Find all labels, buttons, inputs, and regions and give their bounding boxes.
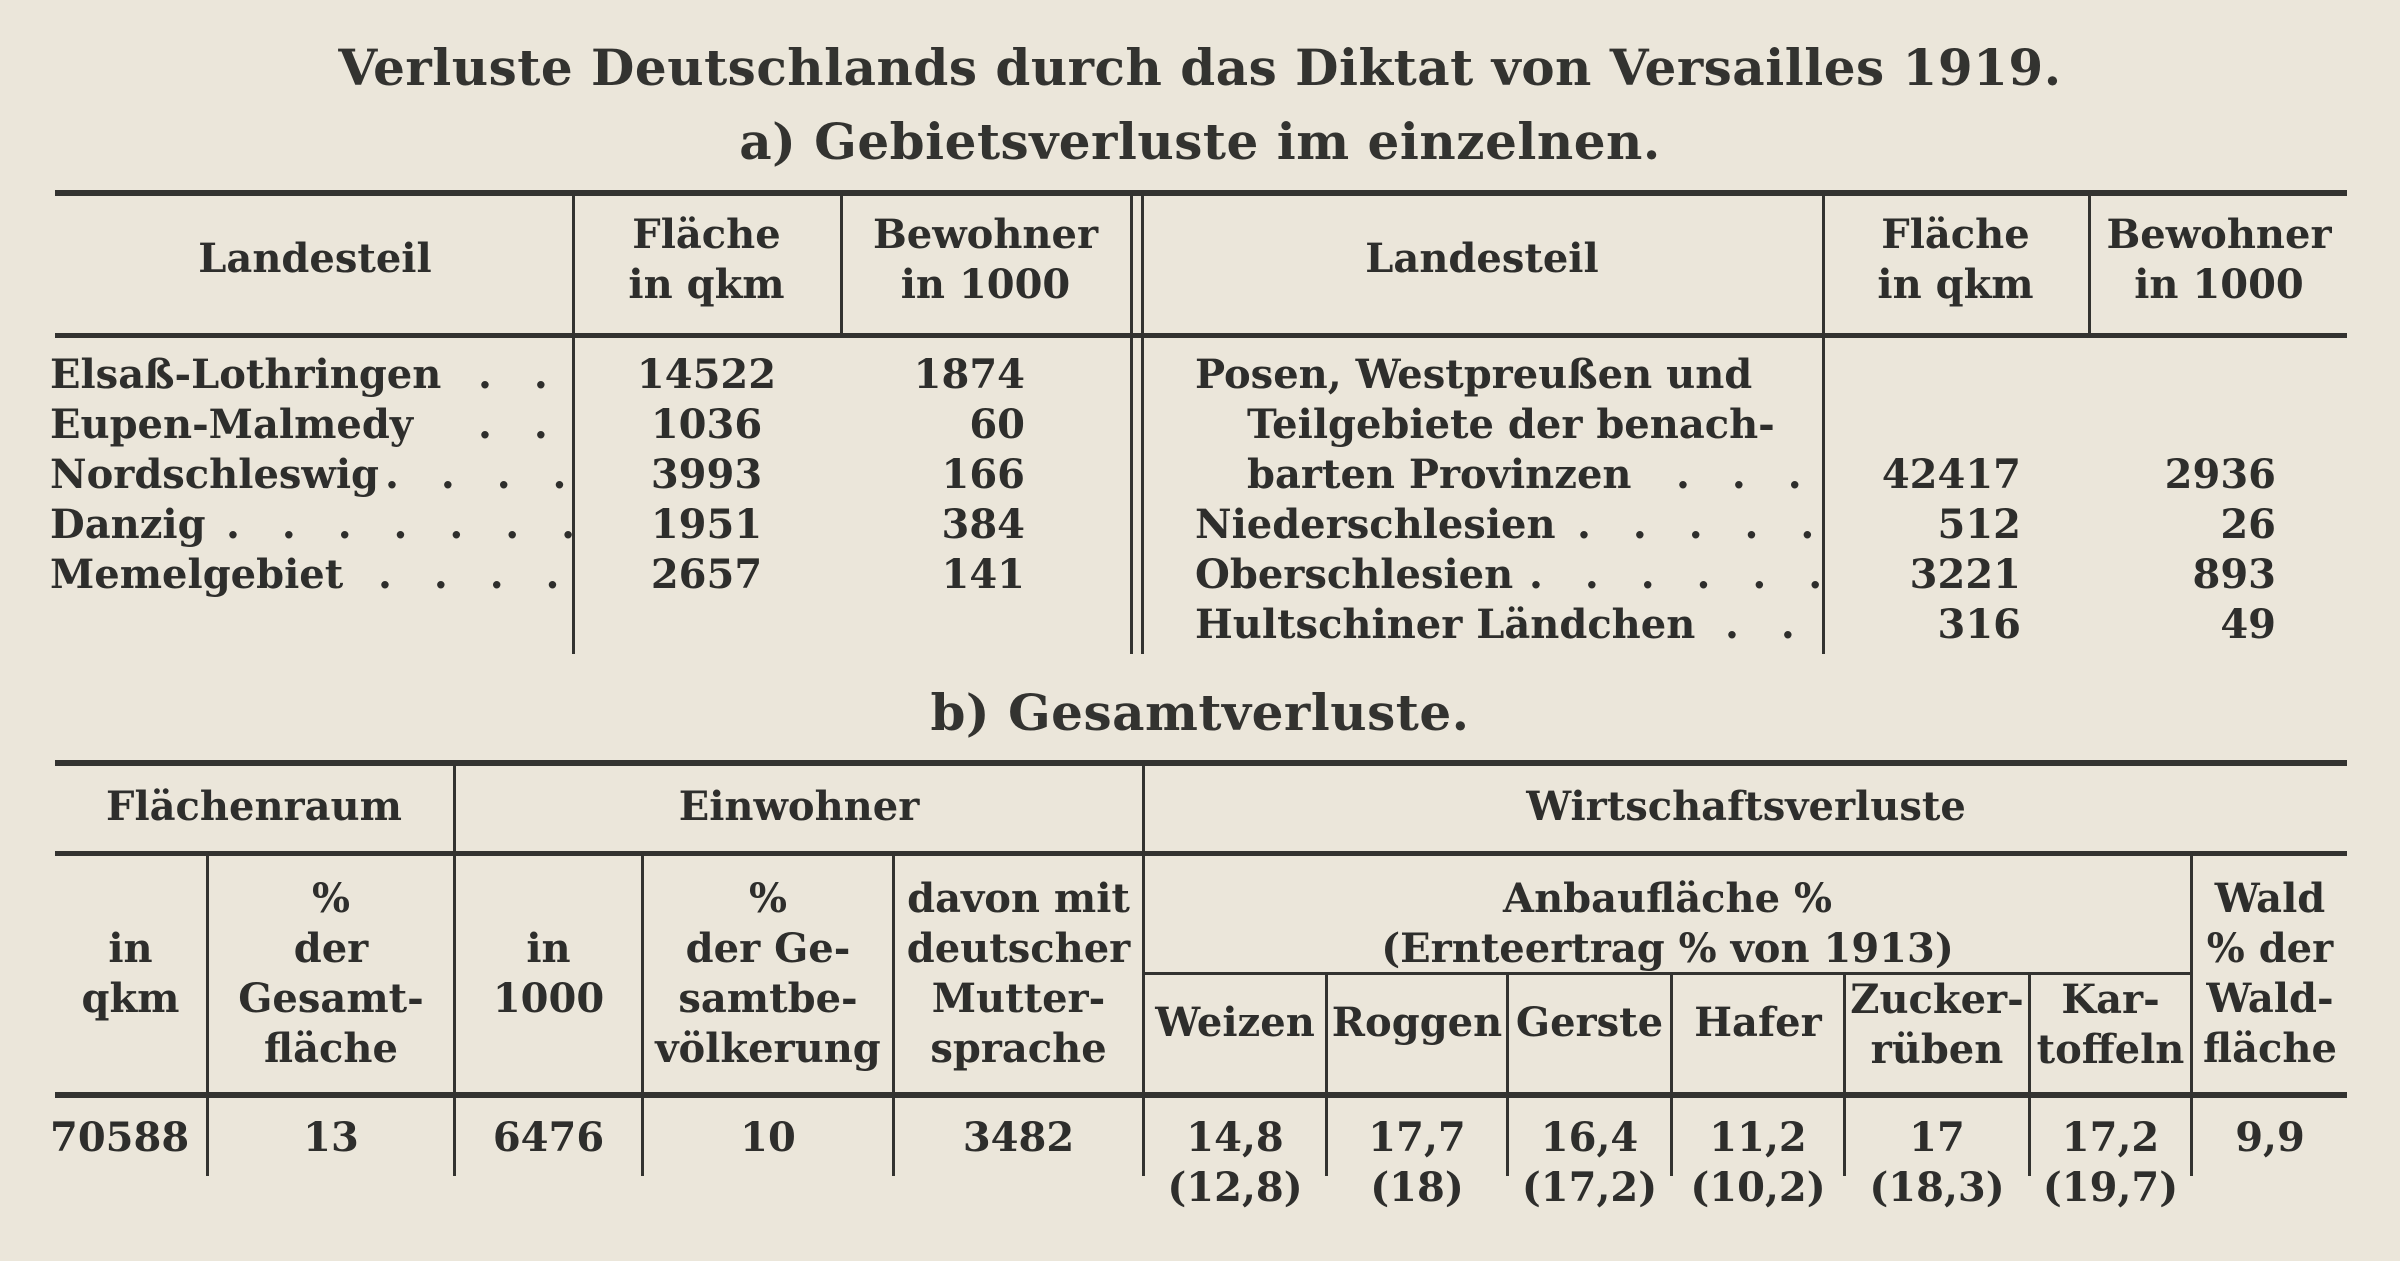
- value-pct-flaeche: 13: [303, 1114, 359, 1161]
- header-flaeche: [575, 210, 838, 310]
- header-in-1000: [456, 924, 641, 1024]
- header-line: in: [108, 925, 153, 972]
- leader-dots: . . . .: [378, 551, 574, 598]
- group-einwohner: Einwohner: [678, 783, 920, 830]
- value-zuckerrueben: [1846, 1113, 2028, 1213]
- header-line: der: [293, 925, 369, 972]
- header-line: fläche: [264, 1025, 398, 1072]
- group-wirtschaft: Wirtschaftsverluste: [1526, 783, 1966, 830]
- header-line: Wald: [2214, 875, 2326, 922]
- leader-dots: . . . . . . .: [226, 501, 590, 548]
- crop-share: 14,8: [1186, 1114, 1284, 1161]
- crop-yield: (17,2): [1521, 1164, 1658, 1211]
- leader-dots: . .: [478, 401, 562, 448]
- header-line: sprache: [930, 1025, 1107, 1072]
- header-line: Anbaufläche %: [1503, 875, 1832, 922]
- area-value: 1036: [650, 401, 763, 448]
- pop-value: 60: [969, 401, 1025, 448]
- header-bewohner-right: [2091, 210, 2347, 310]
- header-line: in qkm: [1877, 261, 2034, 308]
- header-muttersprache: [895, 874, 1142, 1074]
- header-line: in qkm: [628, 261, 785, 308]
- pop-value: 893: [2192, 551, 2276, 598]
- header-line: fläche: [2203, 1025, 2337, 1072]
- leader-dots: . . . . . .: [1529, 551, 1837, 598]
- leader-dots: . .: [478, 351, 562, 398]
- section-a-heading: a) Gebietsverluste im einzelnen.: [739, 112, 1661, 171]
- rule: [55, 190, 2347, 196]
- header-line: davon mit: [907, 875, 1130, 922]
- pop-value: 49: [2220, 601, 2276, 648]
- page-title: Verluste Deutschlands durch das Diktat von Versailles 1919.: [338, 38, 2062, 97]
- leader-dots: . . . .: [385, 451, 581, 498]
- header-line: Fläche: [632, 211, 781, 258]
- pop-value: 2936: [2164, 451, 2276, 498]
- area-value: 42417: [1881, 451, 2021, 498]
- crop-header-hafer: Hafer: [1694, 999, 1822, 1046]
- header-line: Zucker-: [1850, 976, 2024, 1023]
- crop-share: 17,2: [2061, 1114, 2160, 1161]
- header-line: % der: [2206, 925, 2334, 972]
- header-in-qkm: [55, 924, 206, 1024]
- crop-share: 16,4: [1540, 1114, 1639, 1161]
- header-line: in 1000: [2134, 261, 2304, 308]
- crop-yield: (18): [1370, 1164, 1464, 1211]
- header-line: toffeln: [2036, 1026, 2185, 1073]
- crop-header-gerste: Gerste: [1515, 999, 1664, 1046]
- crop-yield: (18,3): [1869, 1164, 2005, 1211]
- header-bewohner: [843, 210, 1128, 310]
- header-line: qkm: [81, 975, 180, 1022]
- region-name: Oberschlesien: [1195, 551, 1514, 598]
- region-name: Nordschleswig: [50, 451, 380, 498]
- header-line: Bewohner: [2106, 211, 2332, 258]
- header-line: rüben: [1870, 1026, 2004, 1073]
- header-line: Kar-: [2061, 976, 2160, 1023]
- region-name: Eupen-Malmedy: [50, 401, 414, 448]
- header-line: %: [311, 875, 350, 922]
- crop-share: 17,7: [1368, 1114, 1466, 1161]
- header-line: in 1000: [900, 261, 1071, 308]
- header-line: Gesamt-: [238, 975, 424, 1022]
- crop-header-roggen: Roggen: [1331, 999, 1503, 1046]
- value-wald: 9,9: [2235, 1114, 2305, 1161]
- pop-value: 1874: [913, 351, 1025, 398]
- header-line: völkerung: [655, 1025, 881, 1072]
- header-line: Wald-: [2206, 975, 2334, 1022]
- pop-value: 141: [941, 551, 1025, 598]
- header-line: in: [526, 925, 571, 972]
- leader-dots: . . . . .: [1577, 501, 1829, 548]
- value-pct-bevoelkerung: 10: [740, 1114, 796, 1161]
- leader-dots: . .: [1725, 601, 1809, 648]
- region-name: barten Provinzen: [1247, 451, 1632, 498]
- header-wald: [2193, 874, 2347, 1074]
- header-line: deutscher: [906, 925, 1131, 972]
- pop-value: 26: [2220, 501, 2276, 548]
- column-divider: [1130, 196, 1133, 654]
- value-qkm: 70588: [50, 1114, 190, 1161]
- region-name: Teilgebiete der benach-: [1247, 401, 1775, 448]
- crop-header-weizen: Weizen: [1155, 999, 1315, 1046]
- value-kartoffeln: [2031, 1113, 2190, 1213]
- rule: [55, 760, 2347, 766]
- header-flaeche-right: [1825, 210, 2086, 310]
- value-hafer: [1673, 1113, 1843, 1213]
- header-landesteil: Landesteil: [198, 235, 432, 282]
- crop-share: 11,2: [1709, 1114, 1807, 1161]
- crop-yield: (12,8): [1167, 1164, 1303, 1211]
- crop-yield: (10,2): [1690, 1164, 1826, 1211]
- header-line: Bewohner: [872, 211, 1099, 258]
- area-value: 14522: [636, 351, 777, 398]
- region-name: Elsaß-Lothringen: [50, 351, 442, 398]
- area-value: 316: [1937, 601, 2021, 648]
- header-pct-bevoelkerung: [644, 874, 892, 1074]
- header-line: Mutter-: [931, 975, 1106, 1022]
- rule: [55, 851, 2347, 856]
- region-name: Memelgebiet: [50, 551, 344, 598]
- crop-header-kartoffeln: [2031, 975, 2190, 1075]
- header-anbauflaeche: [1145, 874, 2190, 974]
- leader-dots: . . .: [1676, 451, 1816, 498]
- rule: [55, 1092, 2347, 1098]
- area-value: 3993: [650, 451, 763, 498]
- value-muttersprache: 3482: [962, 1114, 1075, 1161]
- header-line: (Ernteertrag % von 1913): [1381, 925, 1954, 972]
- section-b-heading: b) Gesamtverluste.: [930, 683, 1470, 742]
- pop-value: 384: [941, 501, 1025, 548]
- crop-share: 17: [1909, 1114, 1965, 1161]
- value-gerste: [1509, 1113, 1670, 1213]
- crop-header-zuckerrueben: [1846, 975, 2028, 1075]
- area-value: 3221: [1909, 551, 2021, 598]
- value-roggen: [1328, 1113, 1506, 1213]
- value-weizen: [1145, 1113, 1325, 1213]
- crop-yield: (19,7): [2042, 1164, 2179, 1211]
- header-line: 1000: [492, 975, 605, 1022]
- area-value: 1951: [650, 501, 763, 548]
- region-name: Danzig: [50, 501, 206, 548]
- header-pct-flaeche: [209, 874, 453, 1074]
- header-line: samtbe-: [678, 975, 858, 1022]
- rule: [55, 333, 2347, 338]
- area-value: 512: [1937, 501, 2021, 548]
- group-flaechenraum: Flächenraum: [106, 783, 402, 830]
- region-name: Posen, Westpreußen und: [1195, 351, 1753, 398]
- header-line: Fläche: [1881, 211, 2030, 258]
- region-name: Niederschlesien: [1195, 501, 1556, 548]
- area-value: 2657: [650, 551, 763, 598]
- pop-value: 166: [941, 451, 1025, 498]
- value-einwohner: 6476: [492, 1114, 605, 1161]
- header-line: %: [748, 875, 787, 922]
- header-landesteil-right: Landesteil: [1365, 235, 1599, 282]
- header-line: der Ge-: [685, 925, 851, 972]
- region-name: Hultschiner Ländchen: [1195, 601, 1696, 648]
